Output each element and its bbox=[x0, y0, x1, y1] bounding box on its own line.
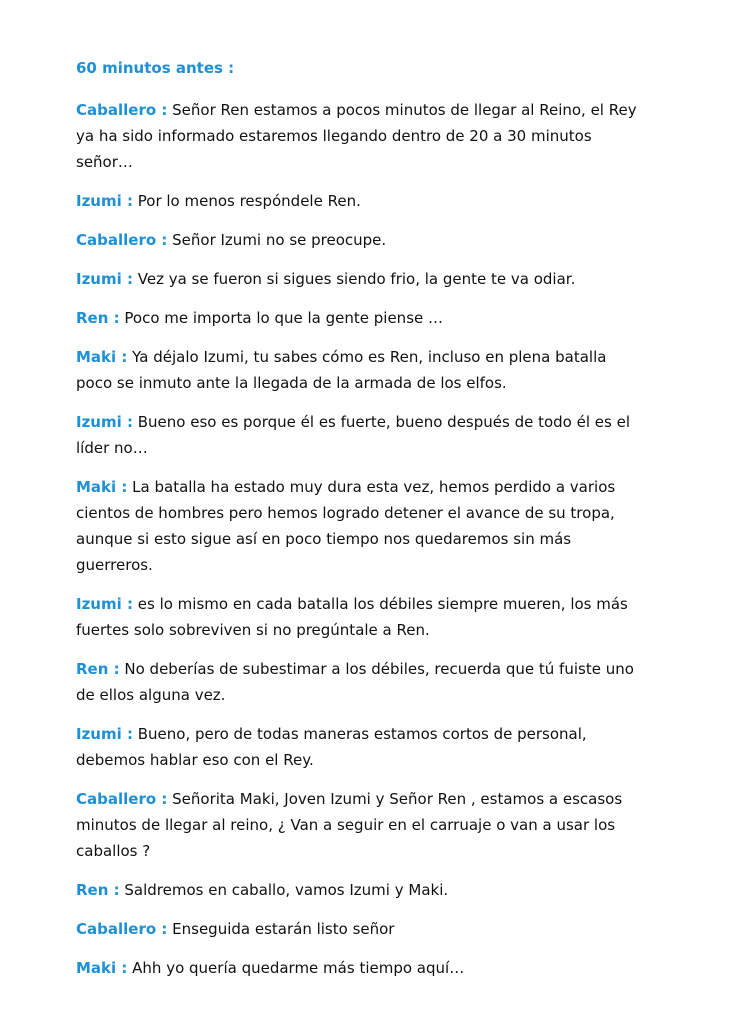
dialogue-line bbox=[76, 591, 646, 643]
speaker-name: Ren : bbox=[76, 309, 120, 327]
dialogue-line bbox=[76, 786, 646, 864]
speaker-name: Caballero : bbox=[76, 231, 168, 249]
dialogue-line bbox=[76, 97, 646, 175]
dialogue-text: Señorita Maki, Joven Izumi y Señor Ren , estamos a escasos minutos de llegar al reino, ¿ Van a seguir en el carruaje o van a usar los caballos ? bbox=[76, 790, 623, 860]
dialogue-line bbox=[76, 955, 646, 981]
speaker-name: Izumi : bbox=[76, 595, 133, 613]
dialogue-text: Vez ya se fueron si sigues siendo frio, la gente te va odiar. bbox=[132, 270, 576, 288]
dialogue-text: Poco me importa lo que la gente piense … bbox=[119, 309, 444, 327]
dialogue-line bbox=[76, 344, 646, 396]
dialogue-text: Bueno eso es porque él es fuerte, bueno después de todo él es el líder no… bbox=[76, 413, 630, 457]
document-page bbox=[76, 58, 646, 994]
dialogue-text: Por lo menos respóndele Ren. bbox=[132, 192, 361, 210]
dialogue-line bbox=[76, 188, 646, 214]
dialogue-line bbox=[76, 877, 646, 903]
dialogue-list bbox=[76, 97, 646, 981]
dialogue-line bbox=[76, 916, 646, 942]
speaker-name: Ren : bbox=[76, 881, 120, 899]
dialogue-line bbox=[76, 305, 646, 331]
dialogue-text: Saldremos en caballo, vamos Izumi y Maki. bbox=[119, 881, 449, 899]
speaker-name: Maki : bbox=[76, 478, 128, 496]
speaker-name: Izumi : bbox=[76, 192, 133, 210]
dialogue-text: Ya déjalo Izumi, tu sabes cómo es Ren, incluso en plena batalla poco se inmuto ante la llegada de la armada de los elfos. bbox=[76, 348, 607, 392]
dialogue-text: Ahh yo quería quedarme más tiempo aquí… bbox=[127, 959, 465, 977]
dialogue-line bbox=[76, 266, 646, 292]
dialogue-line bbox=[76, 227, 646, 253]
speaker-name: Caballero : bbox=[76, 920, 168, 938]
speaker-name: Caballero : bbox=[76, 790, 168, 808]
dialogue-text: La batalla ha estado muy dura esta vez, hemos perdido a varios cientos de hombres pero hemos logrado detener el avance de su tropa, aunque si esto sigue así en poco tiempo nos quedaremos sin más guerreros. bbox=[76, 478, 616, 574]
dialogue-text: Enseguida estarán listo señor bbox=[167, 920, 395, 938]
speaker-name: Izumi : bbox=[76, 270, 133, 288]
speaker-name: Maki : bbox=[76, 348, 128, 366]
dialogue-line bbox=[76, 721, 646, 773]
speaker-name: Izumi : bbox=[76, 413, 133, 431]
dialogue-line bbox=[76, 656, 646, 708]
section-heading: 60 minutos antes : bbox=[76, 59, 235, 77]
speaker-name: Caballero : bbox=[76, 101, 168, 119]
dialogue-text: Señor Izumi no se preocupe. bbox=[167, 231, 387, 249]
dialogue-line bbox=[76, 409, 646, 461]
dialogue-text: No deberías de subestimar a los débiles, recuerda que tú fuiste uno de ellos alguna vez. bbox=[76, 660, 634, 704]
speaker-name: Izumi : bbox=[76, 725, 133, 743]
dialogue-line bbox=[76, 474, 646, 578]
speaker-name: Maki : bbox=[76, 959, 128, 977]
speaker-name: Ren : bbox=[76, 660, 120, 678]
dialogue-text: Bueno, pero de todas maneras estamos cortos de personal, debemos hablar eso con el Rey. bbox=[76, 725, 587, 769]
dialogue-text: es lo mismo en cada batalla los débiles siempre mueren, los más fuertes solo sobreviven si no pregúntale a Ren. bbox=[76, 595, 628, 639]
dialogue-text: Señor Ren estamos a pocos minutos de llegar al Reino, el Rey ya ha sido informado estaremos llegando dentro de 20 a 30 minutos señor… bbox=[76, 101, 637, 171]
